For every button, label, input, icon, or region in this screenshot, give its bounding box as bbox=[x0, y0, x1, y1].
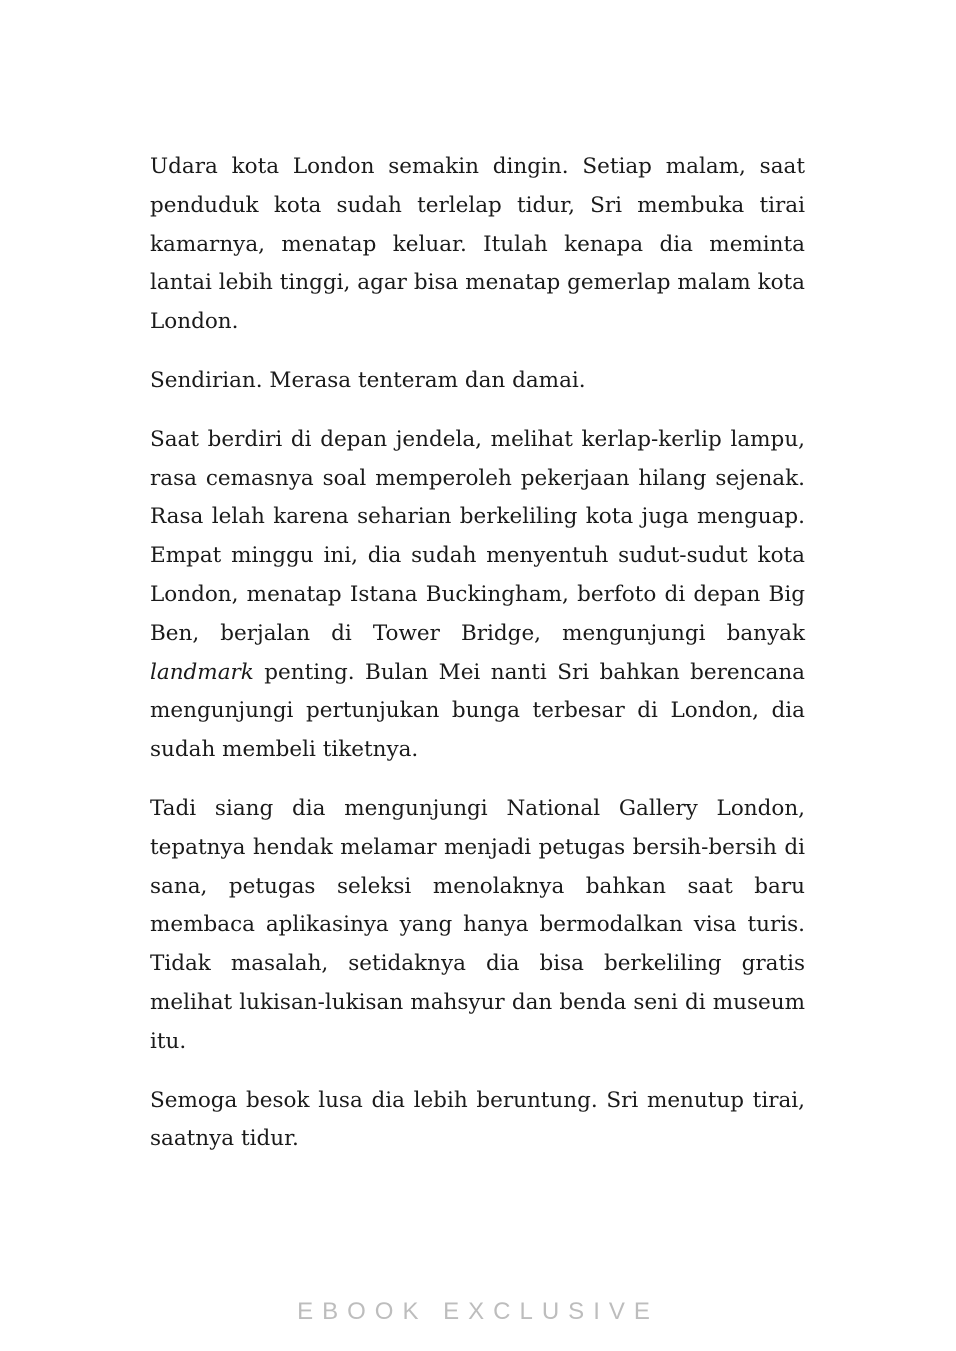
paragraph-1: Udara kota London semakin dingin. Setiap malam, saat penduduk kota sudah terlelap tidur, Sri membuka tirai kamarnya, menatap keluar. Itulah kenapa dia meminta lantai lebih tinggi, agar bisa menatap gemerlap malam kota London. bbox=[150, 154, 805, 335]
paragraph-2: Sendirian. Merasa tenteram dan damai. bbox=[150, 367, 586, 393]
italic-term-landmark: landmark bbox=[150, 659, 254, 685]
paragraph-4: Tadi siang dia mengunjungi National Gallery London, tepatnya hendak melamar menjadi petugas bersih-bersih di sana, petugas seleksi menolaknya bahkan saat baru membaca aplikasinya yang hanya bermodalkan visa turis. Tidak masalah, setidaknya dia bisa berkeliling gratis melihat lukisan-lukisan mahsyur dan benda seni di museum itu. bbox=[150, 795, 805, 1054]
ebook-exclusive-footer: EBOOK EXCLUSIVE bbox=[297, 1298, 659, 1325]
paragraph-5: Semoga besok lusa dia lebih beruntung. Sri menutup tirai, saatnya tidur. bbox=[150, 1087, 805, 1152]
paragraph-3-text-start: Saat berdiri di depan jendela, melihat kerlap-kerlip lampu, rasa cemasnya soal memperoleh pekerjaan hilang sejenak. Rasa lelah karena seharian berkeliling kota juga menguap. Empat minggu ini, dia sudah menyentuh sudut-sudut kota London, menatap Istana Buckingham, berfoto di depan Big Ben, berjalan di Tower Bridge, mengunjungi banyak bbox=[150, 426, 805, 646]
paragraph-3 bbox=[150, 421, 805, 770]
page-body-text bbox=[150, 148, 805, 1179]
paragraph-3-text-end: penting. Bulan Mei nanti Sri bahkan berencana mengunjungi pertunjukan bunga terbesar di London, dia sudah membeli tiketnya. bbox=[150, 659, 805, 763]
